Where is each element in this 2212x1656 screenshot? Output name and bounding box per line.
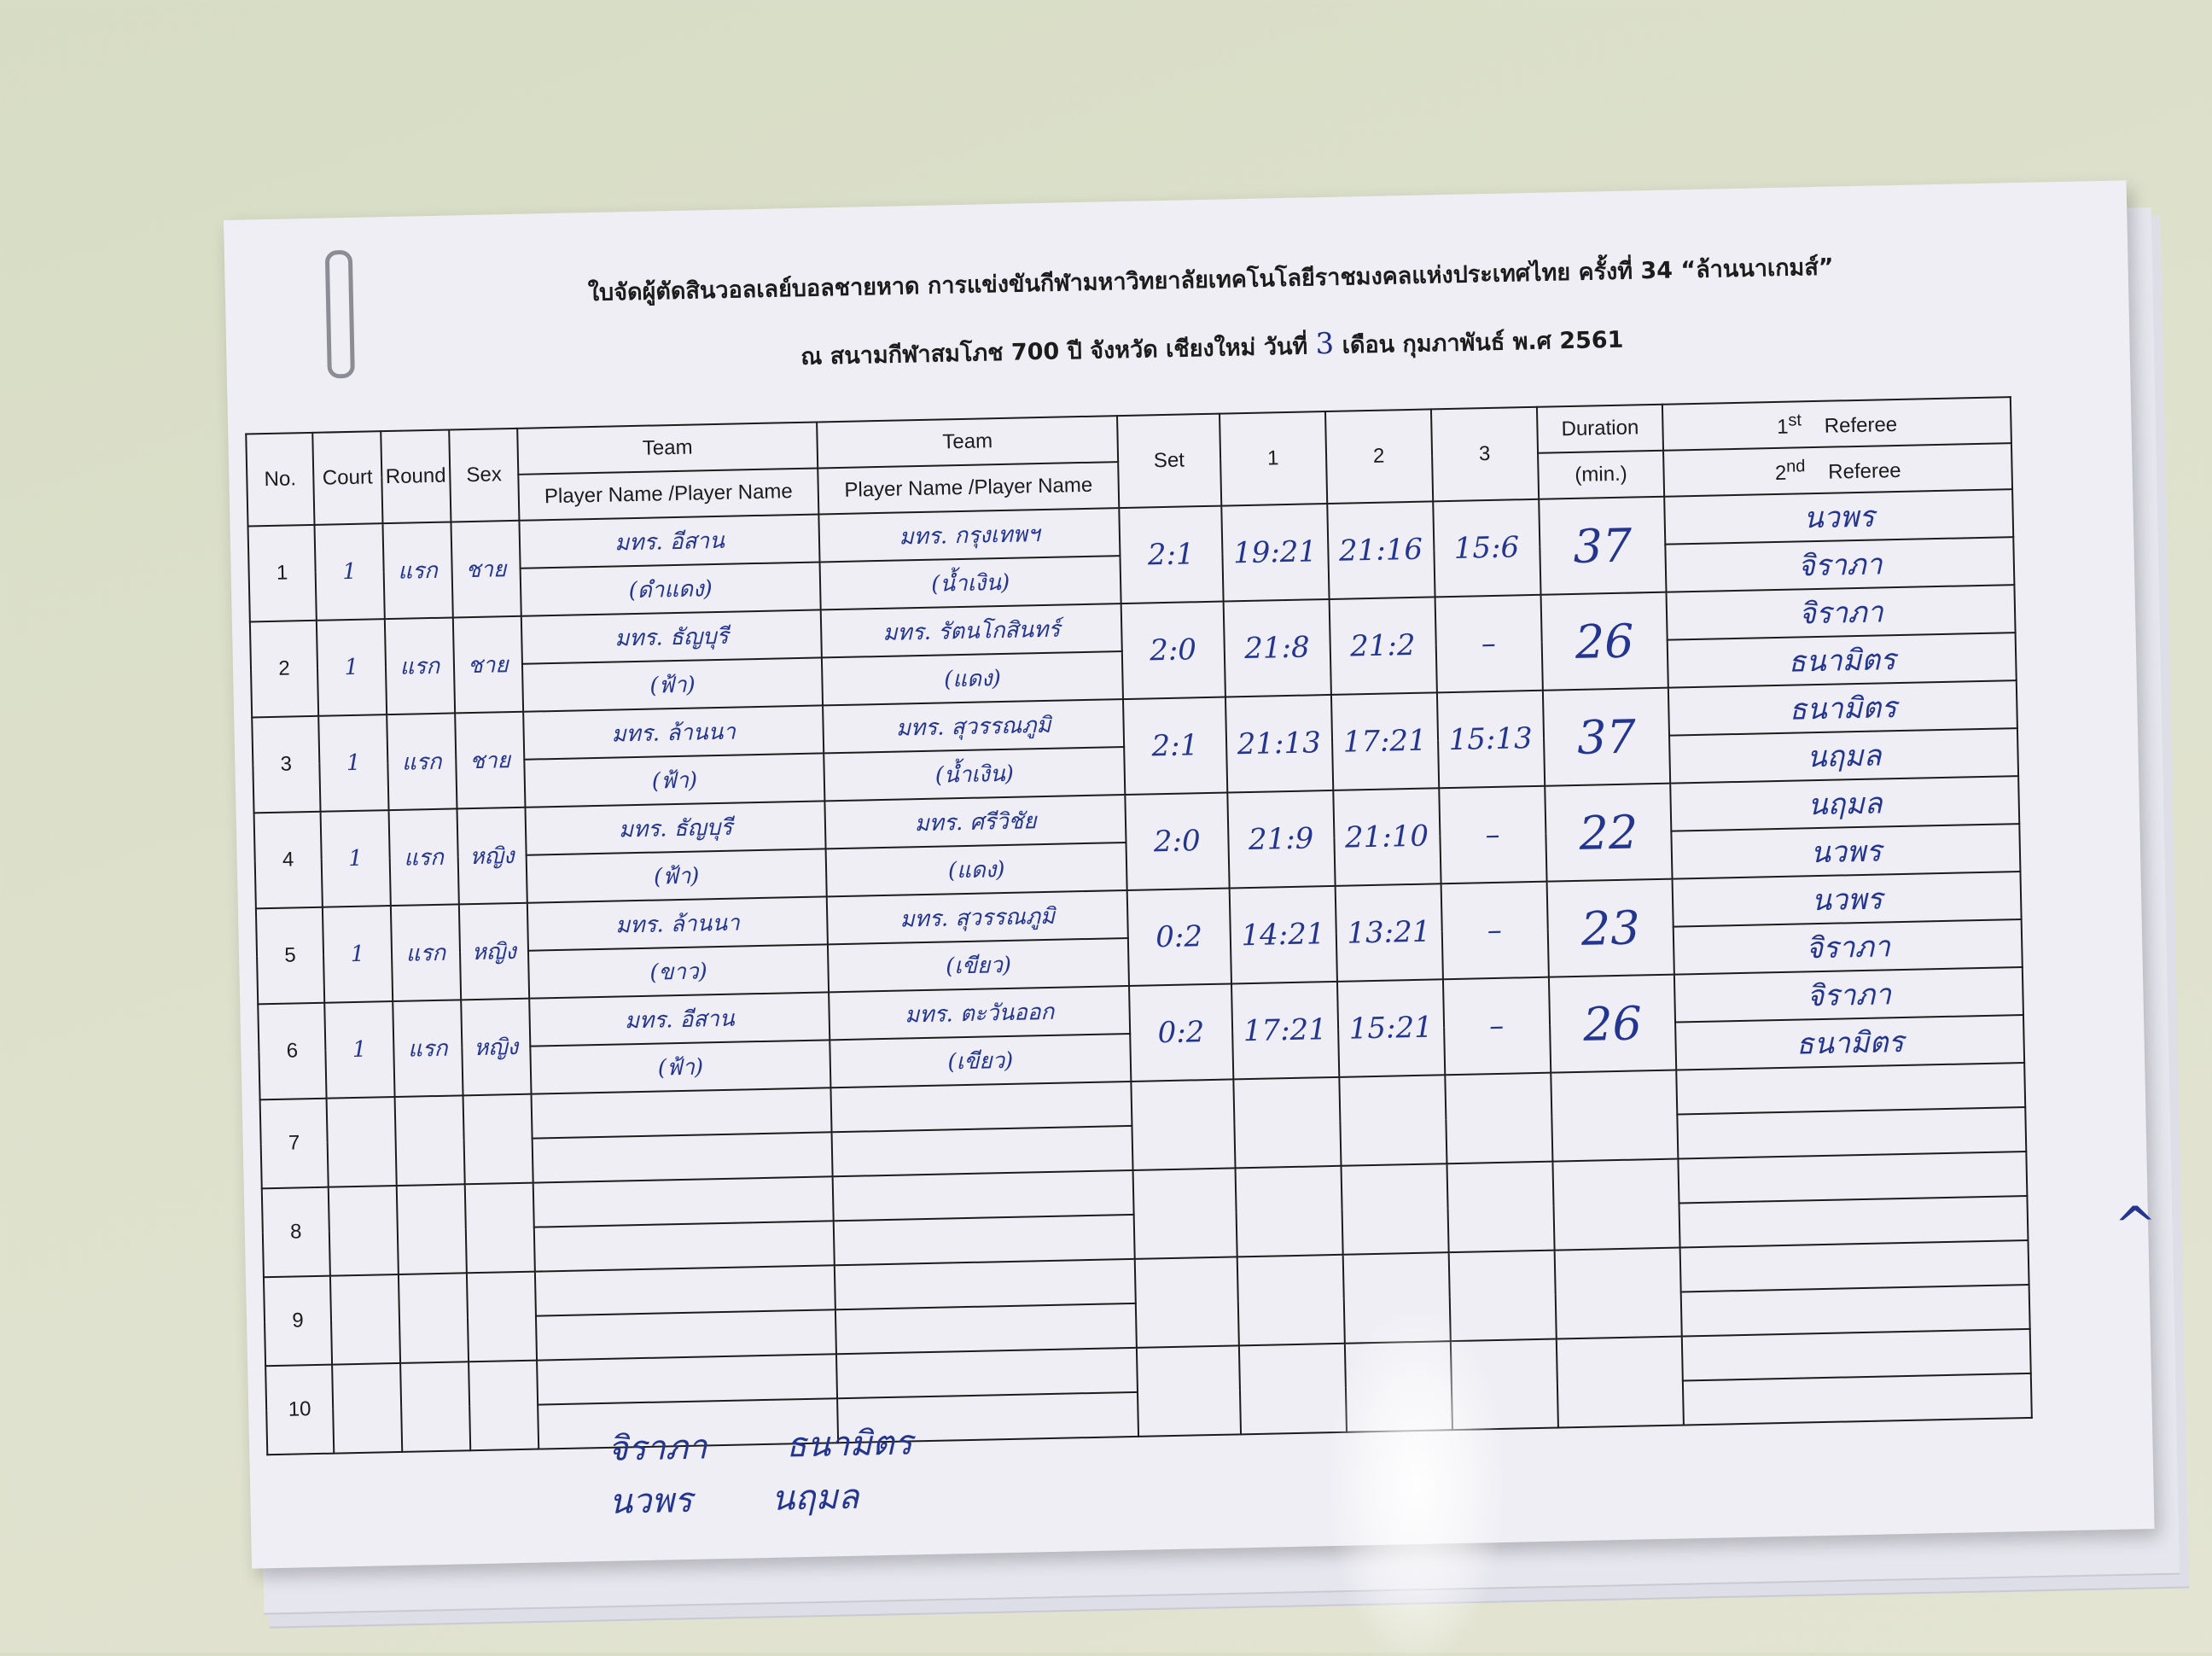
cell-set: 0:2 (1129, 983, 1233, 1081)
cell-team-a-color: (ฟ้า) (524, 753, 825, 807)
cell-sex (469, 1361, 538, 1451)
cell-sex (467, 1272, 537, 1362)
second-ref-num: 2 (1774, 461, 1787, 485)
cell-round: แรก (393, 1000, 463, 1097)
first-ref-label: Referee (1824, 412, 1898, 438)
cell-no: 2 (250, 621, 318, 718)
cell-round: แรก (388, 808, 458, 906)
col-team-a: Team (517, 422, 818, 474)
cell-set3: 15:13 (1436, 691, 1544, 789)
cell-round (397, 1184, 467, 1274)
cell-team-b (833, 1170, 1134, 1221)
second-ref-sup: nd (1785, 456, 1806, 476)
cell-duration: 23 (1546, 879, 1674, 977)
cell-ref2 (1683, 1373, 2032, 1426)
cell-team-b-color (834, 1215, 1135, 1265)
cell-team-b-color (832, 1126, 1133, 1176)
col-team-b: Team (817, 416, 1118, 468)
cell-team-b-color: (เขียว) (830, 1034, 1132, 1087)
cell-set (1132, 1168, 1237, 1258)
cell-team-a (535, 1265, 835, 1315)
handwritten-day: 3 (1315, 326, 1335, 362)
footer-name: นวพร (608, 1480, 693, 1522)
cell-team-b-color: (น้ำเงิน) (820, 556, 1121, 609)
cell-set2 (1341, 1163, 1448, 1255)
cell-team-b (835, 1259, 1136, 1309)
cell-no: 7 (260, 1099, 329, 1189)
cell-set: 2:1 (1123, 697, 1227, 795)
cell-ref1 (1679, 1152, 2028, 1204)
col-round: Round (381, 430, 451, 524)
cell-set1 (1235, 1166, 1342, 1257)
cell-set3: – (1435, 595, 1542, 693)
cell-ref2 (1679, 1196, 2029, 1248)
col-first-referee (1662, 397, 2011, 451)
cell-set (1131, 1079, 1235, 1169)
cell-team-a (531, 1087, 831, 1138)
cell-sex (465, 1183, 535, 1274)
cell-team-a: มทร. ล้านนา (523, 705, 824, 759)
cell-set2: 13:21 (1335, 883, 1442, 982)
cell-sex: หญิง (459, 903, 529, 1000)
cell-set: 0:2 (1127, 888, 1231, 985)
cell-set3 (1447, 1162, 1554, 1253)
cell-team-b: มทร. รัตนโกสินทร์ (821, 604, 1122, 657)
col-set1: 1 (1220, 411, 1327, 506)
cell-no: 8 (262, 1187, 330, 1278)
cell-duration: 26 (1548, 975, 1676, 1073)
col-team-a-players: Player Name /Player Name (518, 468, 819, 520)
cell-no: 10 (265, 1365, 334, 1455)
cell-ref2 (1678, 1107, 2027, 1159)
cell-team-b-color: (เขียว) (828, 938, 1129, 992)
cell-ref1: จิราภา (1667, 585, 2016, 640)
cell-no: 4 (254, 812, 323, 909)
cell-set2 (1339, 1075, 1447, 1166)
cell-ref1: นวพร (1665, 489, 2014, 545)
second-ref-label: Referee (1827, 458, 1901, 484)
cell-sex: ชาย (455, 712, 525, 809)
cell-team-b-color: (แดง) (822, 651, 1123, 705)
footer-name: นฤมล (771, 1477, 859, 1519)
cell-set3: – (1443, 977, 1551, 1076)
cell-set1 (1237, 1255, 1344, 1346)
cell-ref1: นวพร (1673, 872, 2022, 927)
col-second-referee (1663, 443, 2012, 497)
cell-team-b-color (835, 1303, 1137, 1354)
cell-ref2: นวพร (1672, 824, 2021, 879)
cell-set1: 21:8 (1223, 599, 1330, 697)
cell-duration (1554, 1248, 1682, 1339)
cell-team-a-color: (ฟ้า) (526, 848, 827, 902)
cell-set2: 17:21 (1331, 692, 1439, 790)
cell-set1: 21:9 (1227, 790, 1335, 889)
cell-team-b: มทร. สุวรรณภูมิ (827, 890, 1128, 944)
cell-no: 6 (258, 1003, 326, 1100)
col-team-b-players: Player Name /Player Name (818, 462, 1120, 514)
cell-round (394, 1095, 464, 1186)
col-set2: 2 (1325, 409, 1433, 504)
cell-team-b-color: (น้ำเงิน) (824, 747, 1126, 801)
cell-team-a (533, 1176, 833, 1227)
cell-set: 2:0 (1125, 793, 1229, 890)
cell-ref1: นฤมล (1671, 776, 2020, 831)
cell-ref1: ธนามิตร (1668, 680, 2017, 736)
cell-team-b-color: (แดง) (826, 843, 1127, 896)
footer-name: ธนามิตร (785, 1423, 913, 1466)
cell-set1 (1233, 1077, 1341, 1169)
cell-round: แรก (385, 617, 455, 714)
cell-set1: 17:21 (1231, 982, 1339, 1080)
cell-ref2: จิราภา (1674, 919, 2023, 975)
col-court: Court (312, 431, 382, 525)
cell-round: แรก (391, 904, 461, 1001)
cell-team-a-color: (ขาว) (528, 944, 830, 998)
cell-duration: 37 (1542, 688, 1670, 786)
cell-set3: – (1439, 786, 1546, 884)
cell-team-a: มทร. ธัญบุรี (525, 801, 826, 854)
col-set3: 3 (1431, 407, 1539, 502)
schedule-table (245, 396, 2033, 1455)
first-ref-sup: st (1788, 410, 1802, 430)
cell-ref2: นฤมล (1669, 728, 2018, 784)
cell-team-a: มทร. ธัญบุรี (521, 609, 823, 663)
cell-team-a-color: (ดำแดง) (520, 562, 821, 615)
cell-court: 1 (320, 810, 390, 907)
cell-ref1: จิราภา (1674, 967, 2023, 1023)
cell-set: 2:1 (1119, 506, 1223, 604)
cell-round: แรก (387, 713, 457, 810)
cell-set: 2:0 (1121, 602, 1225, 699)
footer-name: จิราภา (607, 1427, 707, 1469)
cell-ref2: ธนามิตร (1675, 1015, 2024, 1070)
margin-check-mark: ^ (2113, 1195, 2158, 1257)
first-ref-num: 1 (1776, 415, 1789, 439)
subtitle-prefix: ณ สนามกีฬาสมโภช 700 ปี จังหวัด เชียงใหม่ วันที่ (800, 333, 1308, 370)
cell-round: แรก (382, 522, 452, 620)
footer-line-1 (608, 1415, 981, 1476)
cell-court (326, 1097, 396, 1187)
sheet-title: ใบจัดผู้ตัดสินวอลเลย์บอลชายหาด การแข่งขันกีฬามหาวิทยาลัยเทคโนโลยีราชมงคลแห่งประเทศไทย ครั้งที่ 34 “ล้านนาเกมส์” (587, 254, 1834, 307)
cell-team-a-color: (ฟ้า) (530, 1040, 831, 1093)
cell-ref2: ธนามิตร (1668, 633, 2017, 688)
cell-ref2: จิราภา (1666, 537, 2015, 592)
col-no: No. (246, 433, 314, 527)
footer-signatures (608, 1415, 982, 1529)
paperclip (325, 250, 355, 379)
cell-court: 1 (318, 714, 388, 812)
cell-court: 1 (324, 1001, 394, 1099)
cell-team-b (831, 1082, 1132, 1132)
cell-round (400, 1362, 470, 1452)
cell-sex (463, 1094, 533, 1185)
cell-no: 9 (264, 1276, 332, 1367)
cell-team-b: มทร. ศรีวิชัย (825, 795, 1126, 848)
cell-team-b (836, 1348, 1138, 1398)
cell-team-b: มทร. กรุงเทพฯ (819, 508, 1121, 562)
cell-set (1137, 1345, 1241, 1436)
cell-team-a: มทร. ล้านนา (527, 896, 829, 950)
cell-duration: 22 (1545, 784, 1673, 882)
cell-court (332, 1363, 402, 1454)
cell-no: 3 (252, 716, 320, 813)
cell-set1: 14:21 (1229, 886, 1336, 984)
cell-set1: 19:21 (1221, 504, 1329, 602)
cell-round (399, 1273, 469, 1363)
cell-team-a-color (532, 1132, 832, 1182)
col-duration: Duration (1536, 405, 1663, 453)
cell-court (330, 1274, 400, 1365)
cell-duration (1551, 1070, 1679, 1162)
cell-ref2 (1681, 1285, 2030, 1337)
cell-team-a: มทร. อีสาน (529, 992, 830, 1046)
subtitle-suffix: เดือน กุมภาพันธ์ พ.ศ 2561 (1342, 326, 1624, 359)
cell-sex: หญิง (461, 999, 531, 1096)
referee-schedule-sheet (224, 180, 2158, 1568)
cell-set2: 15:21 (1337, 979, 1445, 1077)
cell-ref1 (1677, 1063, 2026, 1115)
cell-court (329, 1186, 399, 1276)
cell-team-a: มทร. อีสาน (519, 514, 820, 568)
cell-sex: หญิง (457, 808, 527, 905)
cell-ref1 (1682, 1329, 2031, 1381)
cell-team-a-color (536, 1309, 836, 1360)
cell-set1 (1239, 1344, 1347, 1435)
cell-duration (1556, 1336, 1684, 1427)
cell-no: 1 (248, 525, 317, 622)
cell-court: 1 (323, 906, 393, 1003)
cell-team-a-color: (ฟ้า) (522, 657, 824, 711)
cell-court: 1 (314, 523, 384, 621)
cell-set2: 21:10 (1333, 788, 1441, 886)
col-duration-unit: (min.) (1538, 451, 1665, 499)
cell-court: 1 (317, 619, 387, 716)
cell-no: 5 (256, 907, 324, 1005)
cell-set1: 21:13 (1225, 695, 1333, 793)
cell-set2: 21:16 (1327, 501, 1435, 599)
cell-team-a (537, 1354, 837, 1404)
cell-team-b: มทร. สุวรรณภูมิ (823, 699, 1124, 753)
light-glare (1331, 1315, 1502, 1656)
col-set: Set (1117, 414, 1221, 508)
cell-sex: ชาย (453, 616, 523, 714)
cell-ref1 (1680, 1240, 2029, 1292)
col-sex: Sex (449, 429, 519, 522)
cell-set (1135, 1257, 1239, 1347)
footer-line-2 (608, 1468, 982, 1529)
cell-set3 (1445, 1073, 1552, 1164)
cell-set3: – (1441, 882, 1548, 980)
cell-set3: 15:6 (1433, 499, 1540, 598)
cell-sex: ชาย (451, 521, 521, 618)
cell-set2: 21:2 (1329, 597, 1436, 695)
sheet-subtitle (380, 312, 2044, 383)
cell-team-a-color (534, 1221, 835, 1271)
cell-team-b: มทร. ตะวันออก (829, 986, 1130, 1040)
cell-duration: 37 (1539, 497, 1667, 595)
cell-duration: 26 (1540, 592, 1668, 691)
cell-duration (1552, 1159, 1680, 1251)
